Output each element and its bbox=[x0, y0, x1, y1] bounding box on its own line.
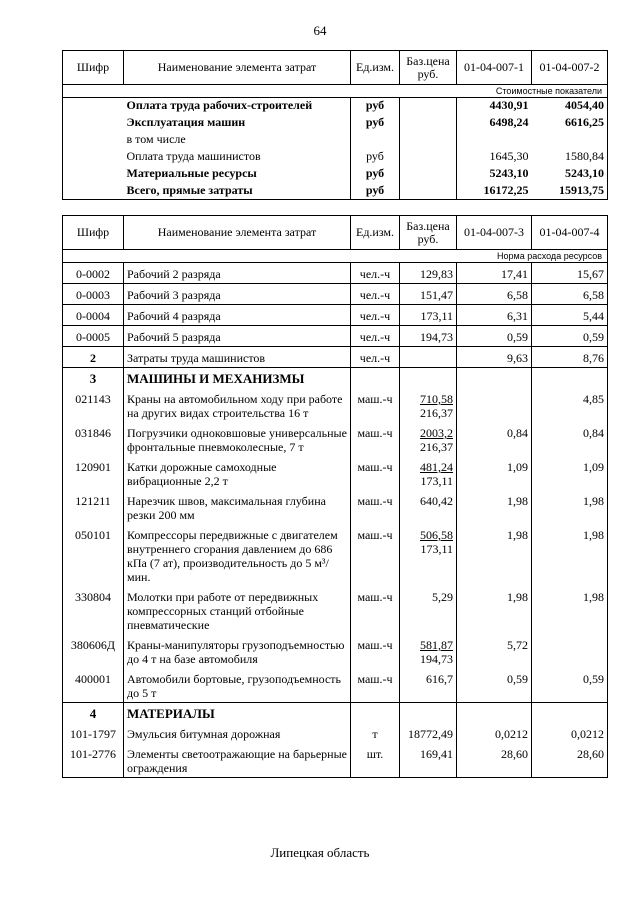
row-unit bbox=[351, 368, 400, 389]
operator-wage-value: 173,11 bbox=[420, 542, 453, 556]
footer-region: Липецкая область bbox=[270, 845, 370, 860]
row-unit: маш.-ч bbox=[351, 422, 400, 456]
row-value-2: 15913,75 bbox=[532, 183, 608, 200]
row-value-2: 0,59 bbox=[532, 326, 608, 347]
row-value-1: 5,72 bbox=[457, 634, 532, 668]
table-row bbox=[63, 668, 608, 703]
row-name: Нарезчик швов, максимальная глубина резки 200 мм bbox=[124, 490, 351, 524]
row-unit: чел.-ч bbox=[351, 284, 400, 305]
header-col2: 01-04-007-4 bbox=[532, 216, 608, 250]
row-value-1: 0,84 bbox=[457, 422, 532, 456]
row-value-1: 6498,24 bbox=[489, 114, 529, 129]
table-row bbox=[63, 456, 608, 490]
row-value-2: 1580,84 bbox=[532, 149, 608, 166]
table-row bbox=[63, 183, 608, 200]
row-name: Всего, прямые затраты bbox=[124, 183, 351, 200]
base-price-value: 710,58 bbox=[420, 392, 453, 406]
row-base-price bbox=[400, 98, 457, 115]
row-value-1: 1,98 bbox=[457, 586, 532, 634]
table-row bbox=[63, 166, 608, 183]
row-value-2: 0,59 bbox=[532, 668, 608, 703]
row-value-2: 5,44 bbox=[532, 305, 608, 326]
base-price-value: 506,58 bbox=[420, 528, 453, 542]
base-price-value: 2003,2 bbox=[420, 426, 453, 440]
row-value-2: 4,85 bbox=[532, 388, 608, 422]
row-name: Рабочий 4 разряда bbox=[124, 305, 351, 326]
row-value-1 bbox=[457, 132, 532, 149]
table-row bbox=[63, 490, 608, 524]
table-row bbox=[63, 388, 608, 422]
row-name: Оплата труда машинистов bbox=[126, 148, 261, 163]
row-base-price bbox=[400, 703, 457, 724]
row-base-price bbox=[400, 456, 457, 490]
row-code: 0-0005 bbox=[63, 326, 124, 347]
row-base-price bbox=[400, 149, 457, 166]
row-base-price bbox=[400, 284, 457, 305]
row-base-price bbox=[400, 132, 457, 149]
row-code: 050101 bbox=[63, 524, 124, 586]
row-code: 380606Д bbox=[63, 634, 124, 668]
row-name: Компрессоры передвижные с двигателем внутреннего сгорания давлением до 686 кПа (7 ат), производительность до 5 м³/мин. bbox=[124, 524, 351, 586]
cost-indicators-table bbox=[62, 50, 608, 200]
base-price-value: 616,7 bbox=[426, 672, 453, 686]
row-value-1: 6,31 bbox=[457, 305, 532, 326]
table-row bbox=[63, 634, 608, 668]
row-value-1: 9,63 bbox=[457, 347, 532, 368]
section-row bbox=[63, 368, 608, 389]
row-unit: маш.-ч bbox=[351, 456, 400, 490]
table-row bbox=[63, 524, 608, 586]
row-value-2: 6616,25 bbox=[532, 115, 608, 132]
row-unit bbox=[351, 703, 400, 724]
row-value-1 bbox=[457, 368, 532, 389]
row-base-price bbox=[400, 326, 457, 347]
row-value-2: 28,60 bbox=[532, 743, 608, 778]
base-price-value: 151,47 bbox=[420, 288, 453, 302]
row-code bbox=[63, 115, 124, 132]
row-code: 4 bbox=[63, 703, 124, 724]
row-code bbox=[63, 183, 124, 200]
row-base-price bbox=[400, 723, 457, 743]
row-value-1: 0,59 bbox=[457, 326, 532, 347]
row-value-2 bbox=[532, 132, 608, 149]
row-unit: маш.-ч bbox=[351, 586, 400, 634]
table-row bbox=[63, 305, 608, 326]
table-subheader-row bbox=[63, 85, 608, 98]
header-col2: 01-04-007-2 bbox=[532, 51, 608, 85]
base-price-value: 5,29 bbox=[432, 590, 453, 604]
row-name: Материальные ресурсы bbox=[126, 165, 257, 180]
row-value-1: 1,98 bbox=[457, 524, 532, 586]
subheader-label: Норма расхода ресурсов bbox=[63, 250, 608, 263]
row-base-price bbox=[400, 422, 457, 456]
row-value-1: 4430,91 bbox=[489, 98, 529, 112]
table-row bbox=[63, 98, 608, 115]
row-code: 031846 bbox=[63, 422, 124, 456]
row-value-2: 5243,10 bbox=[532, 166, 608, 183]
row-base-price bbox=[400, 388, 457, 422]
row-value-2: 15,67 bbox=[532, 263, 608, 284]
base-price-value: 169,41 bbox=[420, 747, 453, 761]
row-unit: руб bbox=[351, 183, 400, 200]
row-name: Эксплуатация машин bbox=[126, 114, 246, 129]
operator-wage-value: 216,37 bbox=[420, 406, 453, 420]
row-name: в том числе bbox=[126, 131, 186, 146]
row-code: 0-0003 bbox=[63, 284, 124, 305]
row-value-2: 0,0212 bbox=[532, 723, 608, 743]
row-name: Краны на автомобильном ходу при работе на других видах строительства 16 т bbox=[124, 388, 351, 422]
header-col1: 01-04-007-1 bbox=[457, 51, 532, 85]
row-base-price bbox=[400, 586, 457, 634]
row-value-1: 16172,25 bbox=[457, 183, 532, 200]
row-unit: маш.-ч bbox=[351, 634, 400, 668]
row-value-2: 1,98 bbox=[532, 490, 608, 524]
row-unit: шт. bbox=[351, 743, 400, 778]
table-row bbox=[63, 586, 608, 634]
row-name: Эмульсия битумная дорожная bbox=[124, 723, 351, 743]
row-code bbox=[63, 149, 124, 166]
row-value-2: 1,98 bbox=[532, 586, 608, 634]
table-row bbox=[63, 743, 608, 778]
table-row bbox=[63, 347, 608, 368]
row-code: 101-1797 bbox=[63, 723, 124, 743]
row-value-1: 1,09 bbox=[457, 456, 532, 490]
row-unit: маш.-ч bbox=[351, 524, 400, 586]
table-row bbox=[63, 149, 608, 166]
table-row bbox=[63, 263, 608, 284]
row-name: Молотки при работе от передвижных компрессорных станций отбойные пневматические bbox=[124, 586, 351, 634]
base-price-value: 481,24 bbox=[420, 460, 453, 474]
row-name: Погрузчики одноковшовые универсальные фронтальные пневмоколесные, 7 т bbox=[124, 422, 351, 456]
subheader-label: Стоимостные показатели bbox=[63, 85, 608, 98]
row-unit: руб bbox=[351, 98, 400, 115]
header-unit: Ед.изм. bbox=[351, 216, 400, 250]
row-unit: чел.-ч bbox=[351, 326, 400, 347]
row-value-2: 1,09 bbox=[532, 456, 608, 490]
row-code bbox=[63, 98, 124, 115]
row-unit: маш.-ч bbox=[351, 490, 400, 524]
base-price-value: 173,11 bbox=[420, 309, 453, 323]
row-code: 121211 bbox=[63, 490, 124, 524]
row-value-1: 6,58 bbox=[457, 284, 532, 305]
row-code: 120901 bbox=[63, 456, 124, 490]
row-code: 0-0004 bbox=[63, 305, 124, 326]
row-value-1: 1,98 bbox=[457, 490, 532, 524]
table-row bbox=[63, 284, 608, 305]
base-price-value: 129,83 bbox=[420, 267, 453, 281]
row-value-1: 0,59 bbox=[457, 668, 532, 703]
row-value-2 bbox=[532, 703, 608, 724]
row-base-price bbox=[400, 347, 457, 368]
row-base-price bbox=[400, 263, 457, 284]
table-subheader-row bbox=[63, 250, 608, 263]
row-code: 2 bbox=[63, 347, 124, 368]
row-value-2: 1,98 bbox=[532, 524, 608, 586]
row-value-1 bbox=[457, 388, 532, 422]
row-name: Элементы светоотражающие на барьерные ограждения bbox=[124, 743, 351, 778]
row-base-price bbox=[400, 368, 457, 389]
row-code: 0-0002 bbox=[63, 263, 124, 284]
row-name: МАТЕРИАЛЫ bbox=[124, 703, 351, 724]
row-value-2 bbox=[532, 634, 608, 668]
operator-wage-value: 216,37 bbox=[420, 440, 453, 454]
row-code bbox=[63, 132, 124, 149]
row-name: МАШИНЫ И МЕХАНИЗМЫ bbox=[124, 368, 351, 389]
row-value-2: 6,58 bbox=[532, 284, 608, 305]
row-base-price bbox=[400, 115, 457, 132]
row-unit: маш.-ч bbox=[351, 388, 400, 422]
row-unit: чел.-ч bbox=[351, 305, 400, 326]
row-base-price bbox=[400, 490, 457, 524]
row-name: Краны-манипуляторы грузоподъемностью до 4 т на базе автомобиля bbox=[124, 634, 351, 668]
page-number: 64 bbox=[313, 23, 327, 38]
row-name: Рабочий 5 разряда bbox=[124, 326, 351, 347]
header-code: Шифр bbox=[63, 216, 124, 250]
row-base-price bbox=[400, 668, 457, 703]
row-value-2: 0,84 bbox=[532, 422, 608, 456]
row-value-2 bbox=[532, 368, 608, 389]
row-code: 400001 bbox=[63, 668, 124, 703]
row-unit: руб bbox=[351, 149, 400, 166]
table-row bbox=[63, 115, 608, 132]
row-unit: чел.-ч bbox=[351, 263, 400, 284]
base-price-value: 640,42 bbox=[420, 494, 453, 508]
row-value-1 bbox=[457, 703, 532, 724]
operator-wage-value: 194,73 bbox=[420, 652, 453, 666]
header-base-price: Баз.цена руб. bbox=[400, 216, 457, 250]
operator-wage-value: 173,11 bbox=[420, 474, 453, 488]
row-unit: чел.-ч bbox=[351, 347, 400, 368]
row-base-price bbox=[400, 183, 457, 200]
row-unit: руб bbox=[351, 166, 400, 183]
row-base-price bbox=[400, 634, 457, 668]
row-base-price bbox=[400, 743, 457, 778]
base-price-value: 194,73 bbox=[420, 330, 453, 344]
row-value-1: 17,41 bbox=[457, 263, 532, 284]
header-unit: Ед.изм. bbox=[351, 51, 400, 85]
row-value-1: 28,60 bbox=[457, 743, 532, 778]
header-name: Наименование элемента затрат bbox=[124, 51, 351, 85]
table-row bbox=[63, 132, 608, 149]
table-header-row bbox=[63, 51, 608, 85]
header-base-price: Баз.цена руб. bbox=[400, 51, 457, 85]
row-name: Затраты труда машинистов bbox=[124, 347, 351, 368]
row-unit: руб bbox=[351, 115, 400, 132]
base-price-value: 18772,49 bbox=[408, 727, 453, 741]
header-code: Шифр bbox=[63, 51, 124, 85]
row-base-price bbox=[400, 305, 457, 326]
row-code: 3 bbox=[63, 368, 124, 389]
row-code: 101-2776 bbox=[63, 743, 124, 778]
row-code: 021143 bbox=[63, 388, 124, 422]
row-name: Рабочий 2 разряда bbox=[124, 263, 351, 284]
table-row bbox=[63, 326, 608, 347]
row-unit: т bbox=[351, 723, 400, 743]
row-value-1: 0,0212 bbox=[457, 723, 532, 743]
resource-norms-table bbox=[62, 215, 608, 778]
row-value-2: 4054,40 bbox=[532, 98, 608, 115]
header-col1: 01-04-007-3 bbox=[457, 216, 532, 250]
header-name: Наименование элемента затрат bbox=[124, 216, 351, 250]
row-name: Рабочий 3 разряда bbox=[124, 284, 351, 305]
row-unit bbox=[351, 132, 400, 149]
row-unit: маш.-ч bbox=[351, 668, 400, 703]
table-header-row bbox=[63, 216, 608, 250]
row-value-1: 5243,10 bbox=[489, 165, 529, 180]
table-row bbox=[63, 422, 608, 456]
base-price-value: 581,87 bbox=[420, 638, 453, 652]
row-base-price bbox=[400, 524, 457, 586]
row-value-1: 1645,30 bbox=[489, 148, 529, 163]
row-name: Катки дорожные самоходные вибрационные 2,2 т bbox=[124, 456, 351, 490]
row-name: Автомобили бортовые, грузоподъемность до 5 т bbox=[124, 668, 351, 703]
row-name: Оплата труда рабочих-строителей bbox=[126, 98, 313, 112]
table-row bbox=[63, 723, 608, 743]
row-base-price bbox=[400, 166, 457, 183]
row-value-2: 8,76 bbox=[532, 347, 608, 368]
row-code: 330804 bbox=[63, 586, 124, 634]
row-code bbox=[63, 166, 124, 183]
section-row bbox=[63, 703, 608, 724]
